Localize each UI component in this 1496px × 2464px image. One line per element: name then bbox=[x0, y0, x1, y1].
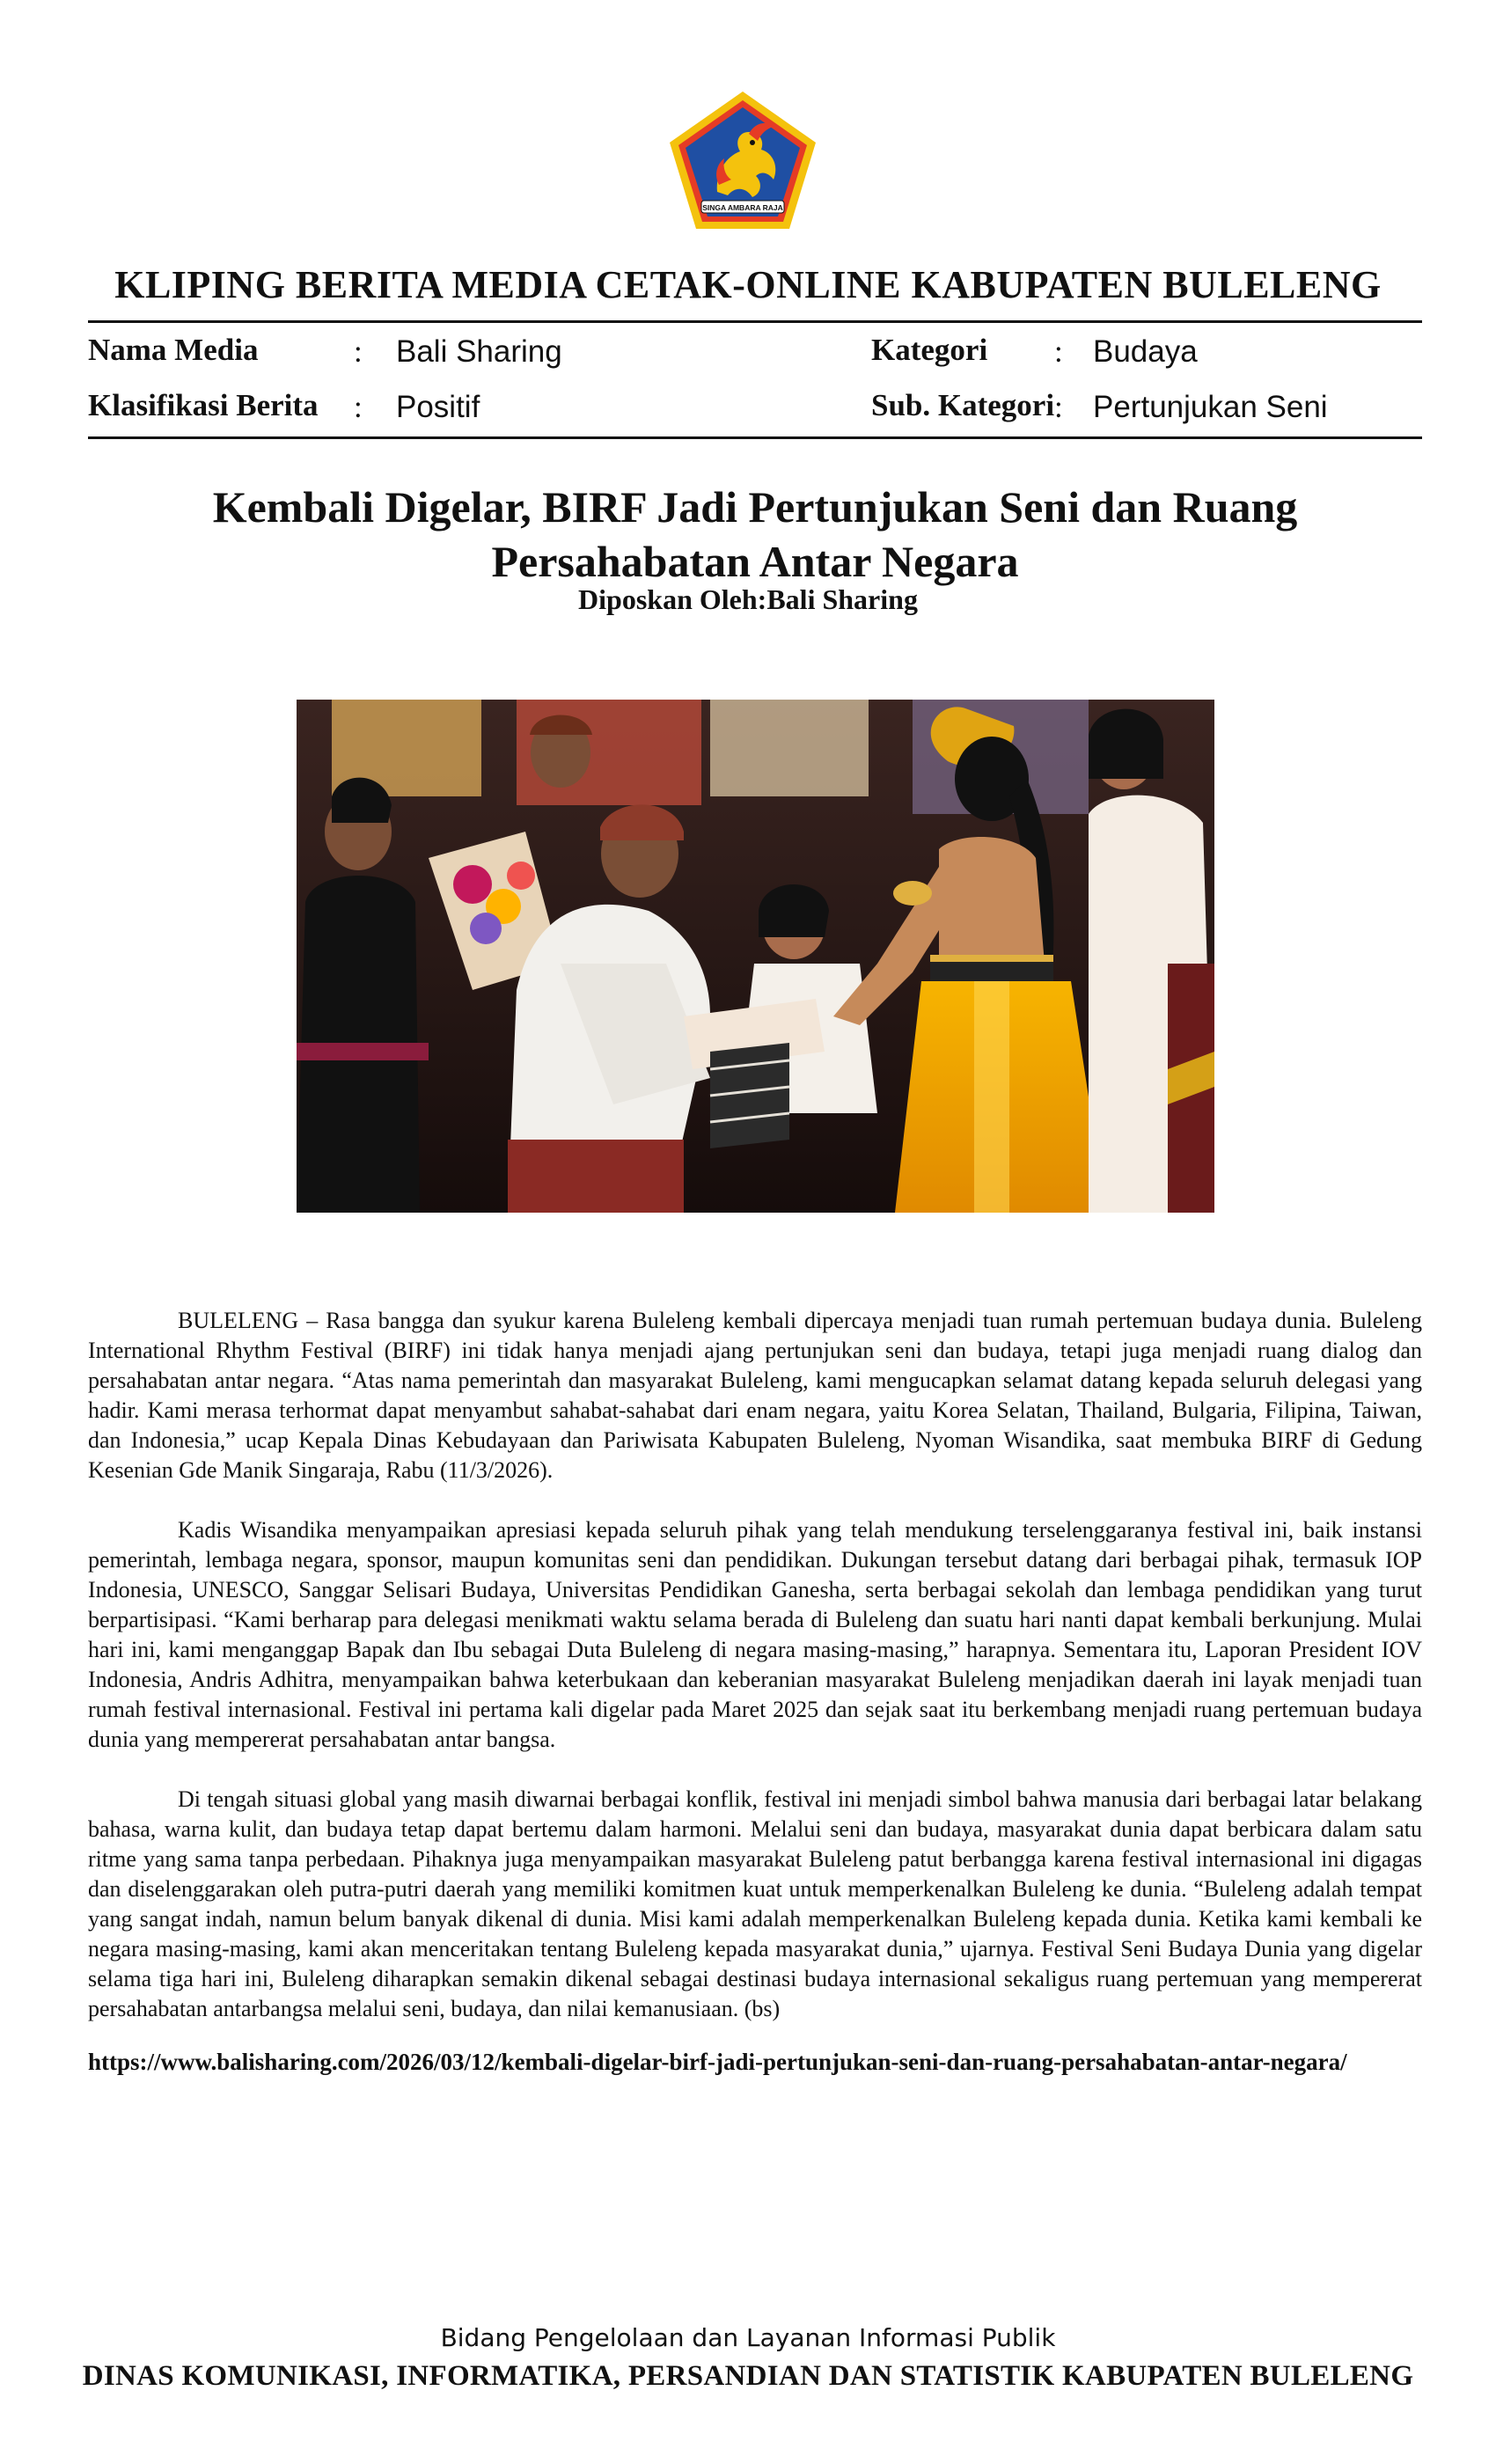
article-photo bbox=[297, 700, 1214, 1213]
category-colon: : bbox=[1054, 334, 1063, 369]
media-name-colon: : bbox=[354, 334, 363, 369]
subcategory-label: Sub. Kategori bbox=[871, 388, 1055, 422]
header-top-rule bbox=[88, 320, 1422, 323]
article-paragraph-1: BULELENG – Rasa bangga dan syukur karena Buleleng kembali dipercaya menjadi tuan rumah pertemuan budaya dunia. Buleleng International Rhythm Festival (BIRF) ini tidak hanya menjadi ajang pertunjukan seni dan budaya, tetapi juga menjadi ruang dialog dan persahabatan antar negara. “Atas nama pemerintah dan masyarakat Buleleng, kami mengucapkan selamat datang kepada seluruh delegasi yang hadir. Kami merasa terhormat dapat menyambut sahabat-sahabat dari enam negara, yaitu Korea Selatan, Thailand, Bulgaria, Filipina, Taiwan, dan Indonesia,” ucap Kepala Dinas Kebudayaan dan Pariwisata Kabupaten Buleleng, Nyoman Wisandika, saat membuka BIRF di Gedung Kesenian Gde Manik Singaraja, Rabu (11/3/2026). bbox=[88, 1308, 1422, 1483]
footer-division-name: Bidang Pengelolaan dan Layanan Informasi Publik bbox=[440, 2323, 1056, 2352]
header-bottom-rule bbox=[88, 436, 1422, 439]
source-link[interactable]: https://www.balisharing.com/2026/03/12/kembali-digelar-birf-jadi-pertunjukan-seni-dan-ruang-persahabatan-antar-negara/ bbox=[88, 2049, 1347, 2075]
logo-motto-text: SINGA AMBARA RAJA bbox=[702, 203, 783, 212]
category-value: Budaya bbox=[1093, 334, 1198, 369]
article-headline: Kembali Digelar, BIRF Jadi Pertunjukan Seni dan Ruang Persahabatan Antar Negara bbox=[212, 482, 1298, 586]
subcategory-colon: : bbox=[1054, 390, 1063, 424]
classification-label: Klasifikasi Berita bbox=[88, 388, 319, 422]
classification-colon: : bbox=[354, 390, 363, 424]
media-name-label: Nama Media bbox=[88, 333, 259, 367]
subcategory-value: Pertunjukan Seni bbox=[1093, 390, 1328, 424]
document-title: KLIPING BERITA MEDIA CETAK-ONLINE KABUPATEN BULELENG bbox=[114, 263, 1382, 306]
classification-value: Positif bbox=[396, 390, 480, 424]
media-name-value: Bali Sharing bbox=[396, 334, 562, 369]
buleleng-emblem-logo bbox=[664, 88, 821, 234]
category-label: Kategori bbox=[871, 333, 988, 367]
article-paragraph-2: Kadis Wisandika menyampaikan apresiasi kepada seluruh pihak yang telah mendukung terselenggaranya festival ini, baik instansi pemerintah, lembaga negara, sponsor, maupun komunitas seni dan pendidikan. Dukungan tersebut datang dari berbagai pihak, termasuk IOP Indonesia, UNESCO, Sanggar Selisari Budaya, Universitas Pendidikan Ganesha, serta berbagai sekolah dan lembaga pendidikan yang turut berpartisipasi. “Kami berharap para delegasi menikmati waktu selama berada di Buleleng dan suatu hari nanti dapat kembali berkunjung. Mulai hari ini, kami menganggap Bapak dan Ibu sebagai Duta Buleleng di negara masing-masing,” harapnya. Sementara itu, Laporan President IOV Indonesia, Andris Adhitra, menyampaikan bahwa keterbukaan dan keberanian masyarakat Buleleng menjadikan daerah ini layak menjadi tuan rumah festival internasional. Festival ini pertama kali digelar pada Maret 2025 dan sejak saat itu berkembang menjadi ruang pertemuan budaya dunia yang mempererat persahabatan antar bangsa. bbox=[88, 1517, 1422, 1752]
article-byline: Diposkan Oleh:Bali Sharing bbox=[578, 583, 918, 615]
article-body bbox=[88, 1306, 1422, 2054]
footer-agency-name: DINAS KOMUNIKASI, INFORMATIKA, PERSANDIAN DAN STATISTIK KABUPATEN BULELENG bbox=[82, 2360, 1414, 2392]
article-paragraph-3: Di tengah situasi global yang masih diwarnai berbagai konflik, festival ini menjadi simbol bahwa manusia dari berbagai latar belakang bahasa, warna kulit, dan budaya tetap dapat bertemu dalam harmoni. Melalui seni dan budaya, masyarakat dunia dapat berbicara dalam satu ritme yang sama tanpa perbedaan. Pihaknya juga menyampaikan masyarakat Buleleng patut berbangga karena festival internasional ini digagas dan diselenggarakan oleh putra-putri daerah yang memiliki komitmen kuat untuk memperkenalkan Buleleng ke dunia. “Buleleng adalah tempat yang sangat indah, namun belum banyak dikenal di dunia. Misi kami adalah memperkenalkan Buleleng kepada dunia. Ketika kami kembali ke negara masing-masing, kami akan menceritakan tentang Buleleng kepada masyarakat dunia,” ujarnya. Festival Seni Budaya Dunia yang digelar selama tiga hari ini, Buleleng diharapkan semakin dikenal sebagai destinasi budaya internasional sekaligus ruang pertemuan yang mempererat persahabatan antarbangsa melalui seni, budaya, dan nilai kemanusiaan. (bs) bbox=[88, 1786, 1422, 2021]
